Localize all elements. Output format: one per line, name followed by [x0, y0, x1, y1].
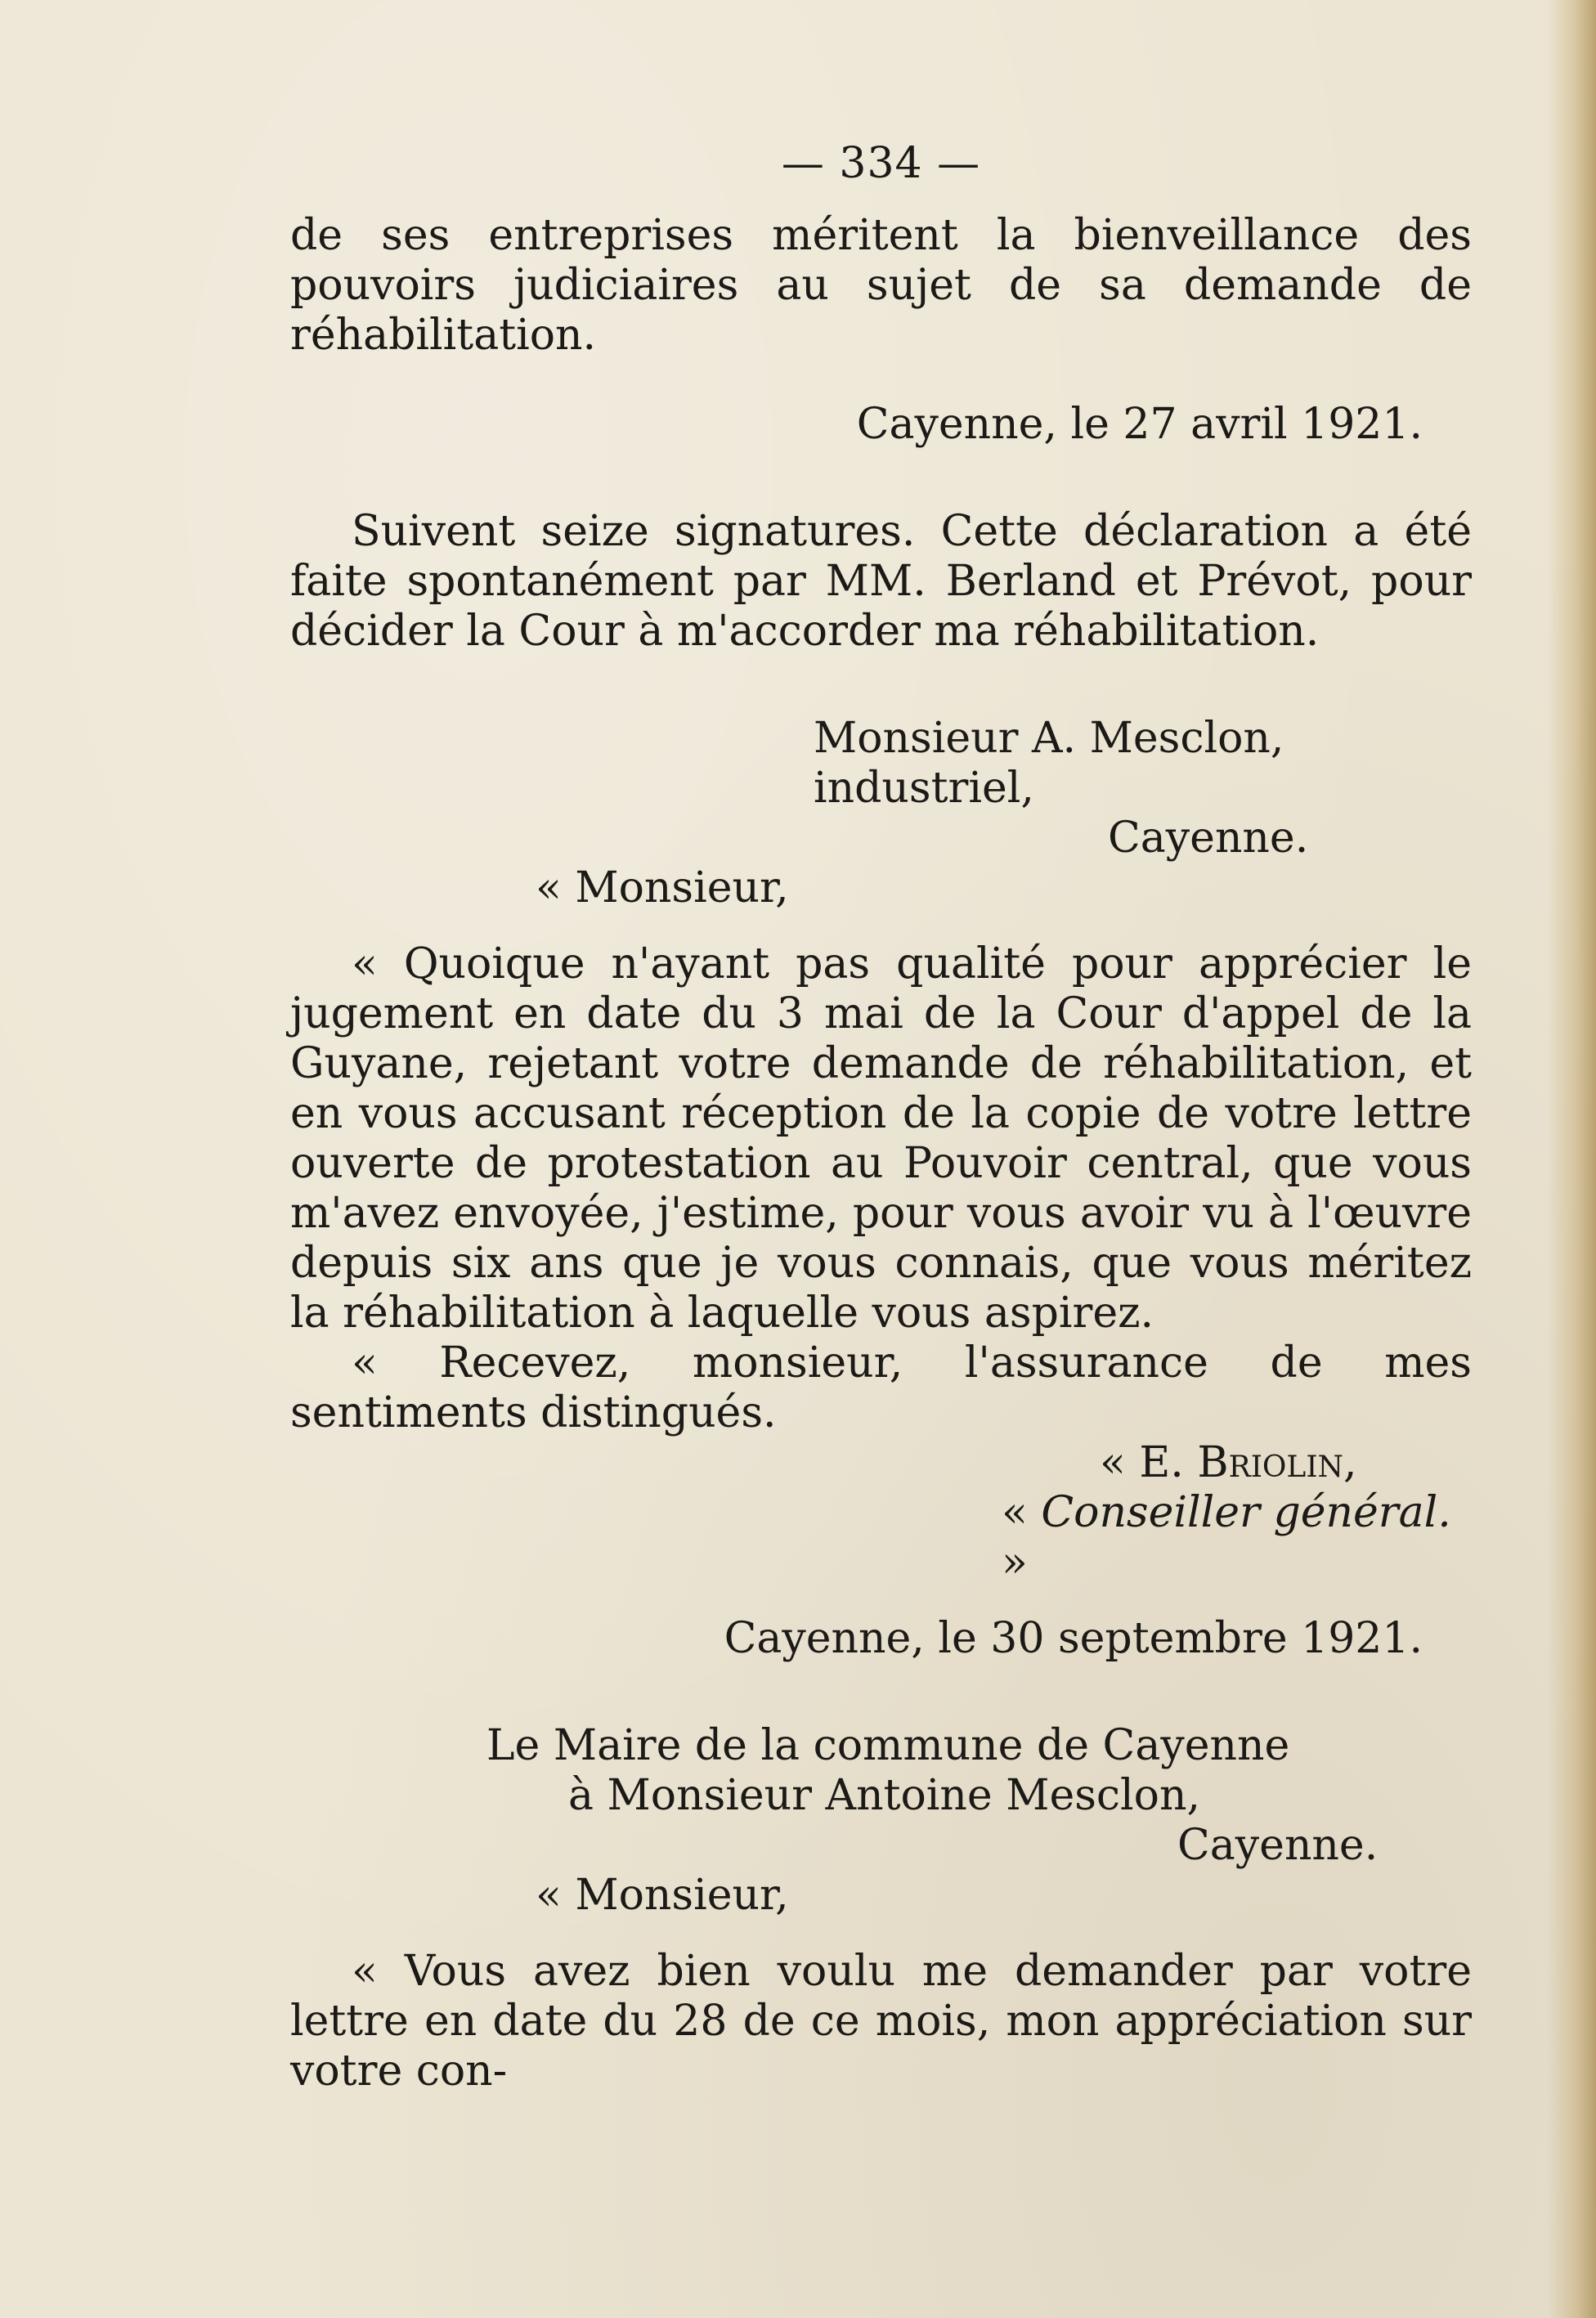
page-number: — 334 —	[781, 139, 981, 188]
letter-1-signature	[290, 1438, 1472, 1488]
letter-1	[290, 714, 1472, 1664]
letter-2-body: « Vous avez bien voulu me demander par votre lettre en date du 28 de ce mois, mon appréciation sur votre con-	[290, 1947, 1472, 2096]
letter-1-signatory-title	[290, 1488, 1472, 1588]
letter-2-header-line-1: Le Maire de la commune de Cayenne	[486, 1721, 1290, 1770]
letter-2	[290, 1721, 1472, 2096]
letter-1-date: Cayenne, le 30 septembre 1921.	[724, 1614, 1423, 1663]
page-edge-shading	[1547, 0, 1596, 2318]
letter-2-header-line-2: à Monsieur Antoine Mesclon,	[568, 1771, 1200, 1820]
signature-name: Briolin,	[1197, 1438, 1357, 1487]
title-prefix: «	[1002, 1488, 1042, 1537]
letter-2-greeting: « Monsieur,	[536, 1871, 789, 1920]
signature-prefix: « E.	[1100, 1438, 1198, 1487]
paragraph-intro: de ses entreprises méritent la bienveillance des pouvoirs judiciaires au sujet de sa demande de réhabilitation.	[290, 211, 1472, 360]
title-suffix: »	[1002, 1538, 1028, 1587]
letter-2-header-line-3: Cayenne.	[1177, 1821, 1379, 1870]
paragraph-signatures: Suivent seize signatures. Cette déclaration a été faite spontanément par MM. Berland et Prévot, pour décider la Cour à m'accorder ma réhabilitation.	[290, 507, 1472, 656]
letter-1-greeting: « Monsieur,	[536, 863, 789, 912]
letter-1-address-line-2: Cayenne.	[1108, 814, 1309, 863]
date-line-1: Cayenne, le 27 avril 1921.	[856, 400, 1423, 449]
letter-1-closing: « Recevez, monsieur, l'assurance de mes sentiments distingués.	[290, 1338, 1472, 1437]
title-text: Conseiller général.	[1041, 1488, 1451, 1537]
letter-1-body: « Quoique n'ayant pas qualité pour apprécier le jugement en date du 3 mai de la Cour d'appel de la Guyane, rejetant votre demande de réhabilitation, et en vous accusant réception de la copie de votre lettre ouverte de protestation au Pouvoir central, que vous m'avez envoyée, j'estime, pour vous avoir vu à l'œuvre depuis six ans que je vous connais, que vous méritez la réhabilitation à laquelle vous aspirez.	[290, 939, 1472, 1338]
page-text	[290, 139, 1472, 2096]
letter-1-address-line-1: Monsieur A. Mesclon, industriel,	[814, 714, 1284, 813]
